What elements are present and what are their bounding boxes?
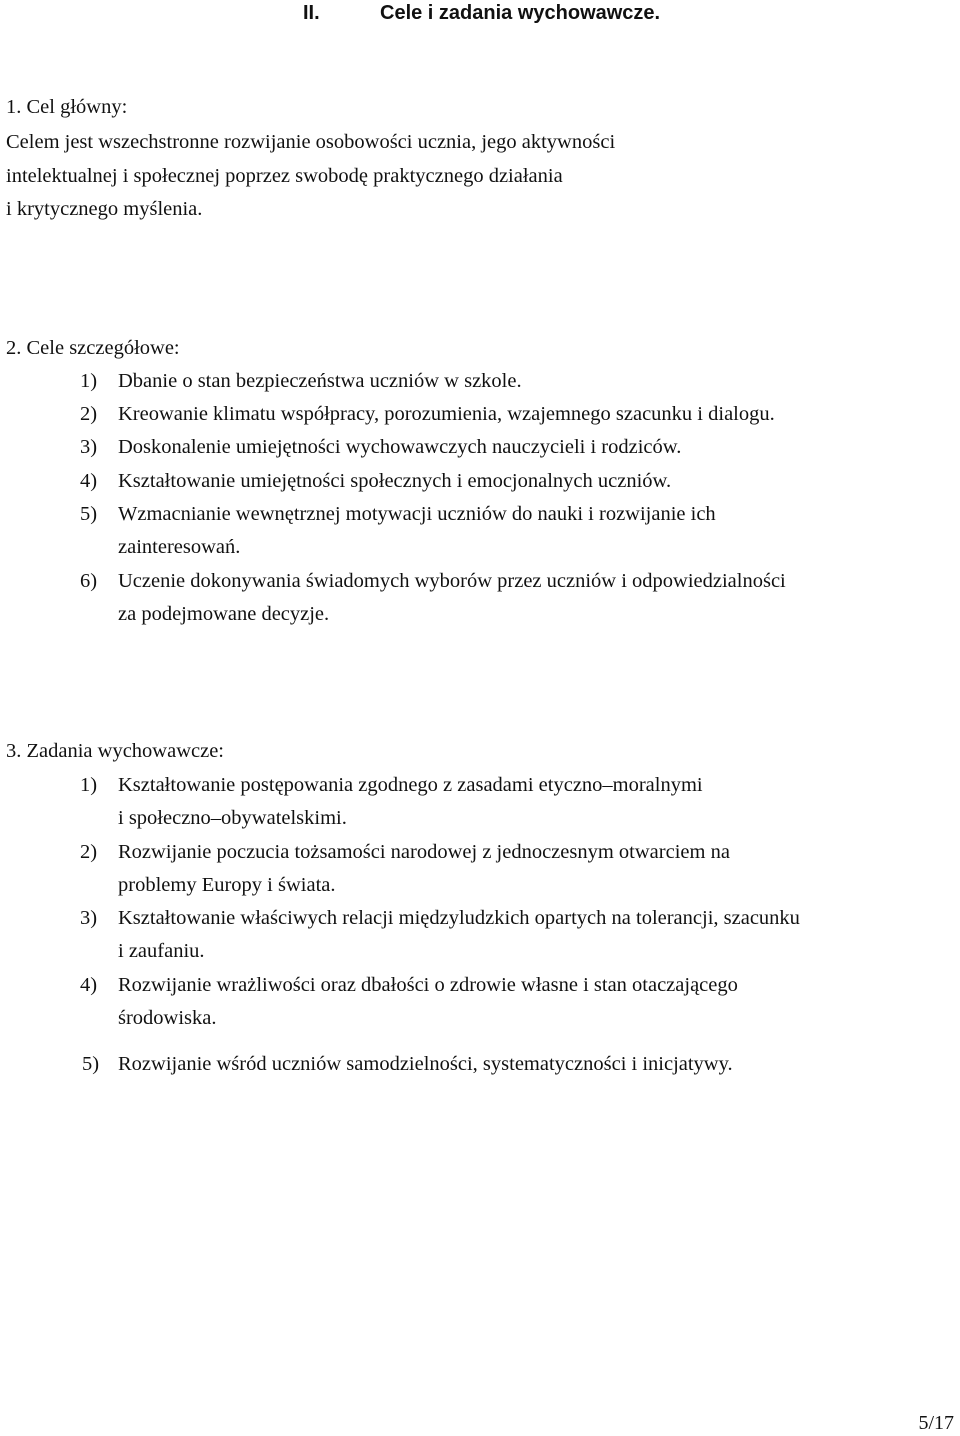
section-1-heading: 1. Cel główny: xyxy=(6,96,128,118)
list-item-text-continued: środowiska. xyxy=(118,1007,217,1029)
list-item-text-continued: i społeczno–obywatelskimi. xyxy=(118,807,347,829)
list-item-number: 1) xyxy=(80,370,98,392)
section-1-text-line: Celem jest wszechstronne rozwijanie osobowości ucznia, jego aktywności xyxy=(6,131,616,153)
section-2-heading: 2. Cele szczegółowe: xyxy=(6,337,180,359)
list-item-text: Rozwijanie poczucia tożsamości narodowej z jednoczesnym otwarciem na xyxy=(118,841,730,863)
section-1-text-line: intelektualnej i społecznej poprzez swobodę praktycznego działania xyxy=(6,165,563,187)
list-item xyxy=(80,431,956,464)
list-item xyxy=(80,465,956,498)
page-title xyxy=(303,0,660,26)
chapter-number: II. xyxy=(303,2,320,24)
section-1-text-line: i krytycznego myślenia. xyxy=(6,198,203,220)
list-item xyxy=(80,902,956,968)
list-item-number: 1) xyxy=(80,774,98,796)
list-item-text: Rozwijanie wśród uczniów samodzielności, systematyczności i inicjatywy. xyxy=(118,1053,733,1075)
list-item-text: Kształtowanie postępowania zgodnego z zasadami etyczno–moralnymi xyxy=(118,774,703,796)
list-item-number: 2) xyxy=(80,403,98,425)
list-item-text: Wzmacnianie wewnętrznej motywacji uczniów do nauki i rozwijanie ich xyxy=(118,503,716,525)
list-item-number: 5) xyxy=(80,503,98,525)
list-item-text: Kreowanie klimatu współpracy, porozumienia, wzajemnego szacunku i dialogu. xyxy=(118,403,775,425)
list-item-text: Rozwijanie wrażliwości oraz dbałości o zdrowie własne i stan otaczającego xyxy=(118,974,738,996)
list-item-number: 6) xyxy=(80,570,98,592)
list-item-text: Dbanie o stan bezpieczeństwa uczniów w szkole. xyxy=(118,370,522,392)
list-item-text: Kształtowanie właściwych relacji międzyludzkich opartych na tolerancji, szacunku xyxy=(118,907,800,929)
list-item xyxy=(80,565,956,631)
list-item-number: 3) xyxy=(80,436,98,458)
list-item xyxy=(80,836,956,902)
chapter-title: Cele i zadania wychowawcze. xyxy=(380,2,661,24)
list-item xyxy=(80,769,956,835)
list-item-text-continued: i zaufaniu. xyxy=(118,940,205,962)
list-item-text-continued: zainteresowań. xyxy=(118,536,241,558)
list-item xyxy=(80,365,956,398)
list-item-number: 4) xyxy=(80,470,98,492)
list-item-number: 2) xyxy=(80,841,98,863)
list-item-text-continued: za podejmowane decyzje. xyxy=(118,603,330,625)
list-item-number: 3) xyxy=(80,907,98,929)
list-item xyxy=(80,969,956,1035)
list-item xyxy=(80,398,956,431)
page-number: 5/17 xyxy=(918,1412,954,1434)
list-item-text: Doskonalenie umiejętności wychowawczych nauczycieli i rodziców. xyxy=(118,436,682,458)
section-3-heading: 3. Zadania wychowawcze: xyxy=(6,740,224,762)
list-item-text: Kształtowanie umiejętności społecznych i emocjonalnych uczniów. xyxy=(118,470,672,492)
list-item-number: 5) xyxy=(82,1053,100,1075)
list-item-number: 4) xyxy=(80,974,98,996)
list-item xyxy=(82,1048,958,1081)
list-item xyxy=(80,498,956,564)
list-item-text-continued: problemy Europy i świata. xyxy=(118,874,336,896)
list-item-text: Uczenie dokonywania świadomych wyborów przez uczniów i odpowiedzialności xyxy=(118,570,786,592)
